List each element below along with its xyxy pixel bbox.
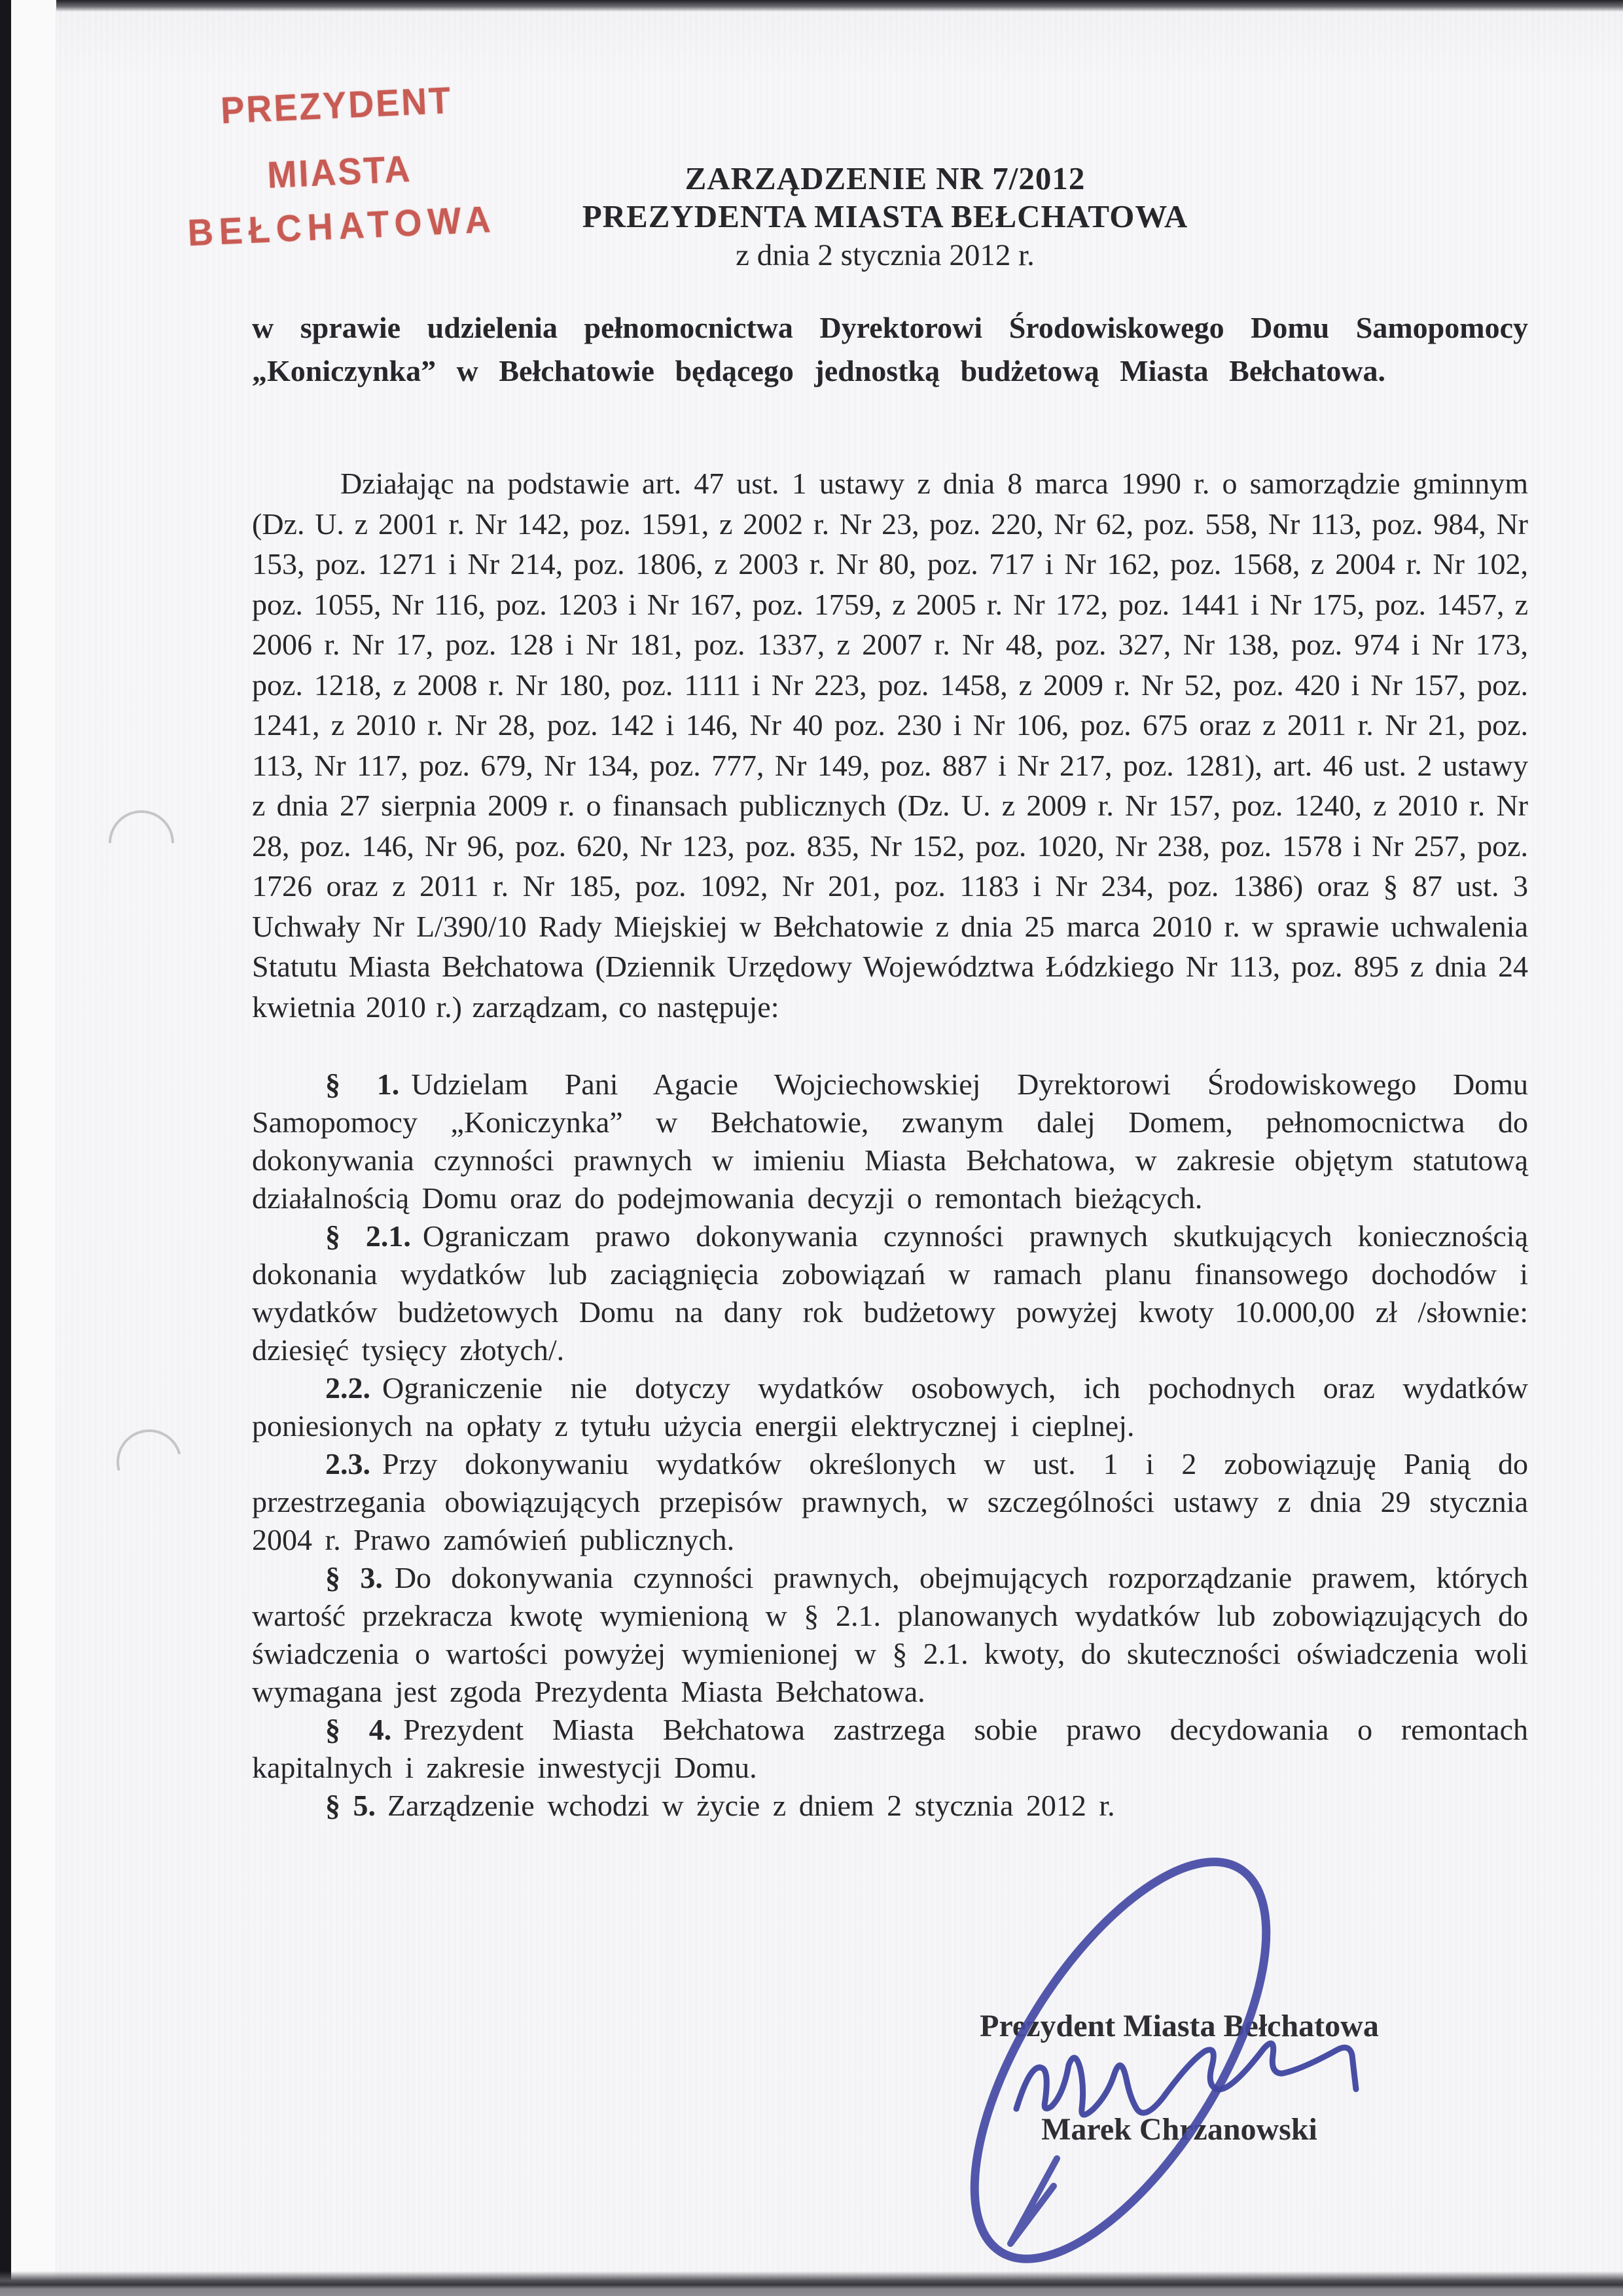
section-paragraph-2 bbox=[252, 1217, 1528, 1369]
section-number-6: § 4. bbox=[325, 1713, 392, 1746]
signature-tail bbox=[1010, 2159, 1057, 2244]
scan-edge-bottom bbox=[0, 2271, 1623, 2296]
section-number-3: 2.2. bbox=[325, 1371, 370, 1405]
signer-name: Marek Chrzanowski bbox=[1041, 2112, 1317, 2147]
section-paragraph-1 bbox=[252, 1066, 1528, 1217]
section-text-1: Udzielam Pani Agacie Wojciechowskiej Dyrektorowi Środowiskowego Domu Samopomocy „Koniczynka” w Bełchatowie, zwanym dalej Domem, pełnomocnictwa do dokonywania czynności prawnych w imieniu Miasta Bełchatowa, w zakresie objętym statutową działalnością Domu oraz do podejmowania decyzji o remontach bieżących. bbox=[252, 1067, 1528, 1215]
section-paragraph-4 bbox=[252, 1445, 1528, 1559]
section-number-2: § 2.1. bbox=[325, 1219, 411, 1253]
section-text-7: Zarządzenie wchodzi w życie z dniem 2 stycznia 2012 r. bbox=[387, 1789, 1115, 1822]
section-text-5: Do dokonywania czynności prawnych, obejmujących rozporządzanie prawem, których wartość przekracza kwotę wymienioną w § 2.1. planowanych wydatków lub zobowiązujących do świadczenia o wartości powyżej wymienionej w § 2.1. kwoty, do skuteczności oświadczenia woli wymagana jest zgoda Prezydenta Miasta Bełchatowa. bbox=[252, 1561, 1528, 1708]
section-number-7: § 5. bbox=[325, 1789, 376, 1822]
section-text-3: Ograniczenie nie dotyczy wydatków osobowych, ich pochodnych oraz wydatków poniesionych na opłaty z tytułu użycia energii elektrycznej i cieplnej. bbox=[252, 1371, 1528, 1443]
subject-paragraph: w sprawie udzielenia pełnomocnictwa Dyrektorowi Środowiskowego Domu Samopomocy „Koniczynka” w Bełchatowie będącego jednostką budżetową Miasta Bełchatowa. bbox=[252, 311, 1528, 387]
section-text-4: Przy dokonywaniu wydatków określonych w ust. 1 i 2 zobowiązuję Panią do przestrzegania obowiązujących przepisów prawnych, w szczególności ustawy z dnia 29 stycznia 2004 r. Prawo zamówień publicznych. bbox=[252, 1447, 1528, 1556]
stamp-line-2: BEŁCHATOWA bbox=[187, 198, 497, 255]
section-text-2: Ograniczam prawo dokonywania czynności prawnych skutkujących koniecznością dokonania wydatków lub zaciągnięcia zobowiązań w ramach planu finansowego dochodów i wydatków budżetowych Domu na dany rok budżetowy powyżej kwoty 10.000,00 zł /słownie: dziesięć tysięcy złotych/. bbox=[252, 1219, 1528, 1367]
document-heading bbox=[252, 160, 1518, 275]
signature-loop bbox=[918, 1826, 1323, 2284]
section-paragraph-7 bbox=[252, 1787, 1528, 1825]
signer-role: Prezydent Miasta Bełchatowa bbox=[980, 2009, 1379, 2043]
section-paragraph-3 bbox=[252, 1369, 1528, 1445]
section-paragraph-6 bbox=[252, 1711, 1528, 1787]
scan-edge-top bbox=[0, 0, 1623, 12]
legal-basis-paragraph: Działając na podstawie art. 47 ust. 1 ustawy z dnia 8 marca 1990 r. o samorządzie gminnym (Dz. U. z 2001 r. Nr 142, poz. 1591, z 2002 r. Nr 23, poz. 220, Nr 62, poz. 558, Nr 113, poz. 984, Nr 153, poz. 1271 i Nr 214, poz. 1806, z 2003 r. Nr 80, poz. 717 i Nr 162, poz. 1568, z 2004 r. Nr 102, poz. 1055, Nr 116, poz. 1203 i Nr 167, poz. 1759, z 2005 r. Nr 172, poz. 1441 i Nr 175, poz. 1457, z 2006 r. Nr 17, poz. 128 i Nr 181, poz. 1337, z 2007 r. Nr 48, poz. 327, Nr 138, poz. 974 i Nr 173, poz. 1218, z 2008 r. Nr 180, poz. 1111 i Nr 223, poz. 1458, z 2009 r. Nr 52, poz. 420 i Nr 157, poz. 1241, z 2010 r. Nr 28, poz. 142 i 146, Nr 40 poz. 230 i Nr 106, poz. 675 oraz z 2011 r. Nr 21, poz. 113, Nr 117, poz. 679, Nr 134, poz. 777, Nr 149, poz. 887 i Nr 217, poz. 1281), art. 46 ust. 2 ustawy z dnia 27 sierpnia 2009 r. o finansach publicznych (Dz. U. z 2009 r. Nr 157, poz. 1240, z 2010 r. Nr 28, poz. 146, Nr 96, poz. 620, Nr 123, poz. 835, Nr 152, poz. 1020, Nr 238, poz. 1578 i Nr 257, poz. 1726 oraz z 2011 r. Nr 185, poz. 1092, Nr 201, poz. 1183 i Nr 234, poz. 1386) oraz § 87 ust. 3 Uchwały Nr L/390/10 Rady Miejskiej w Bełchatowie z dnia 25 marca 2010 r. w sprawie uchwalenia Statutu Miasta Bełchatowa (Dziennik Urzędowy Województwa Łódzkiego Nr 113, poz. 895 z dnia 24 kwietnia 2010 r.) zarządzam, co następuje: bbox=[252, 467, 1528, 1024]
sections-block bbox=[252, 1066, 1528, 1825]
section-text-6: Prezydent Miasta Bełchatowa zastrzega sobie prawo decydowania o remontach kapitalnych i zakresie inwestycji Domu. bbox=[252, 1713, 1528, 1784]
section-number-1: § 1. bbox=[325, 1067, 400, 1101]
handwritten-signature bbox=[903, 1826, 1400, 2284]
punch-hole-mark-lower bbox=[105, 1418, 194, 1507]
punch-hole-mark-upper bbox=[95, 797, 187, 889]
paper-left-gutter bbox=[11, 0, 56, 2296]
stamp-line-1: PREZYDENT MIASTA bbox=[219, 79, 454, 196]
ordinance-date: z dnia 2 stycznia 2012 r. bbox=[736, 238, 1035, 272]
section-number-4: 2.3. bbox=[325, 1447, 370, 1480]
section-number-5: § 3. bbox=[325, 1561, 383, 1594]
section-paragraph-5 bbox=[252, 1559, 1528, 1711]
issuing-authority-title: PREZYDENTA MIASTA BEŁCHATOWA bbox=[582, 198, 1188, 234]
scan-edge-left bbox=[0, 0, 11, 2296]
signature-squiggle bbox=[1016, 2043, 1356, 2115]
ordinance-number-title: ZARZĄDZENIE NR 7/2012 bbox=[685, 160, 1086, 196]
